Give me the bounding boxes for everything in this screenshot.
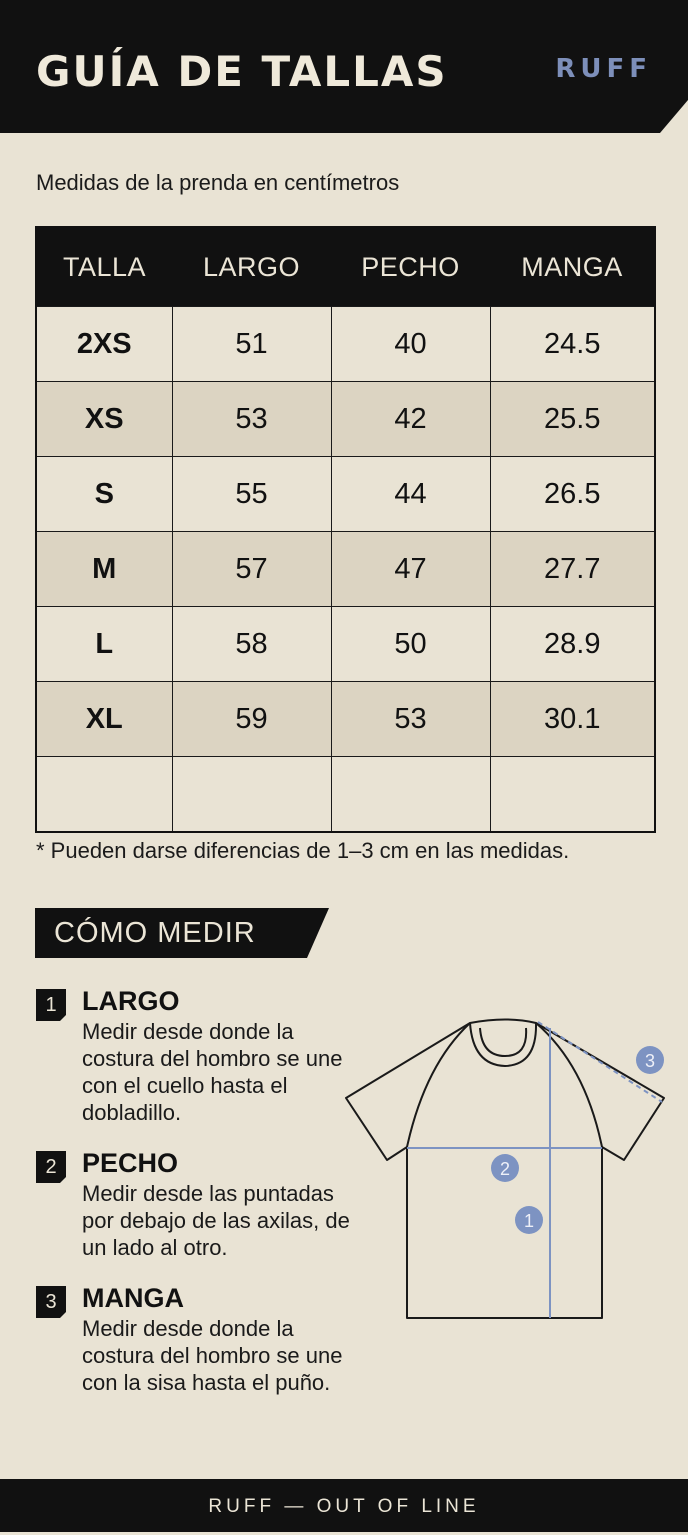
table-row bbox=[36, 457, 655, 532]
tshirt-diagram bbox=[340, 1010, 680, 1330]
pecho-cell bbox=[331, 757, 490, 833]
step-manga bbox=[36, 1283, 356, 1423]
manga-cell: 25.5 bbox=[490, 382, 655, 457]
pecho-cell: 47 bbox=[331, 532, 490, 607]
neck-inner bbox=[480, 1028, 526, 1056]
table-header-row bbox=[36, 227, 655, 307]
table-row bbox=[36, 307, 655, 382]
step-number-badge bbox=[36, 1286, 68, 1318]
largo-cell: 55 bbox=[172, 457, 331, 532]
size-cell: XL bbox=[36, 682, 172, 757]
brand-logo-text: RUFF bbox=[555, 54, 652, 84]
manga-cell: 30.1 bbox=[490, 682, 655, 757]
marker-3-label: 3 bbox=[644, 1051, 656, 1071]
step-number: 2 bbox=[45, 1156, 57, 1178]
largo-cell: 58 bbox=[172, 607, 331, 682]
size-cell: L bbox=[36, 607, 172, 682]
table-row-empty bbox=[36, 757, 655, 833]
step-title: LARGO bbox=[82, 986, 180, 1016]
column-header-manga: MANGA bbox=[490, 227, 655, 307]
marker-2 bbox=[491, 1154, 519, 1182]
largo-cell: 59 bbox=[172, 682, 331, 757]
marker-3 bbox=[636, 1046, 664, 1074]
pecho-cell: 50 bbox=[331, 607, 490, 682]
size-cell: 2XS bbox=[36, 307, 172, 382]
marker-2-label: 2 bbox=[499, 1159, 511, 1179]
step-number: 1 bbox=[45, 994, 57, 1016]
largo-cell: 51 bbox=[172, 307, 331, 382]
how-to-measure-banner bbox=[35, 908, 329, 958]
step-title: PECHO bbox=[82, 1148, 179, 1178]
step-number-badge bbox=[36, 1151, 68, 1183]
size-cell: M bbox=[36, 532, 172, 607]
step-title: MANGA bbox=[82, 1283, 184, 1313]
step-largo bbox=[36, 986, 356, 1126]
size-table bbox=[35, 226, 656, 833]
step-description: Medir desde donde la costura del hombro se une con el cuello hasta el dobladillo. bbox=[82, 1019, 343, 1125]
table-row bbox=[36, 682, 655, 757]
footer-tagline: RUFF — OUT OF LINE bbox=[0, 1479, 688, 1532]
table-row bbox=[36, 382, 655, 457]
pecho-cell: 53 bbox=[331, 682, 490, 757]
table-row bbox=[36, 532, 655, 607]
step-description: Medir desde donde la costura del hombro se une con la sisa hasta el puño. bbox=[82, 1316, 343, 1395]
manga-cell: 27.7 bbox=[490, 532, 655, 607]
marker-1-label: 1 bbox=[523, 1211, 535, 1231]
pecho-cell: 42 bbox=[331, 382, 490, 457]
table-subtitle: Medidas de la prenda en centímetros bbox=[36, 170, 400, 195]
largo-cell bbox=[172, 757, 331, 833]
step-number: 3 bbox=[45, 1291, 57, 1313]
step-description: Medir desde las puntadas por debajo de las axilas, de un lado al otro. bbox=[82, 1181, 350, 1260]
step-number-badge bbox=[36, 989, 68, 1021]
pecho-cell: 40 bbox=[331, 307, 490, 382]
column-header-talla: TALLA bbox=[36, 227, 172, 307]
header-bar bbox=[0, 0, 688, 133]
page-title: GUÍA DE TALLAS bbox=[36, 47, 448, 96]
table-row bbox=[36, 607, 655, 682]
pecho-cell: 44 bbox=[331, 457, 490, 532]
size-cell bbox=[36, 757, 172, 833]
largo-cell: 53 bbox=[172, 382, 331, 457]
measurement-note: * Pueden darse diferencias de 1–3 cm en las medidas. bbox=[36, 838, 570, 863]
column-header-pecho: PECHO bbox=[331, 227, 490, 307]
size-cell: XS bbox=[36, 382, 172, 457]
largo-cell: 57 bbox=[172, 532, 331, 607]
column-header-largo: LARGO bbox=[172, 227, 331, 307]
size-cell: S bbox=[36, 457, 172, 532]
manga-cell: 24.5 bbox=[490, 307, 655, 382]
manga-cell: 26.5 bbox=[490, 457, 655, 532]
manga-cell: 28.9 bbox=[490, 607, 655, 682]
manga-cell bbox=[490, 757, 655, 833]
how-to-measure-title: CÓMO MEDIR bbox=[54, 917, 256, 949]
step-pecho bbox=[36, 1148, 356, 1268]
marker-1 bbox=[515, 1206, 543, 1234]
